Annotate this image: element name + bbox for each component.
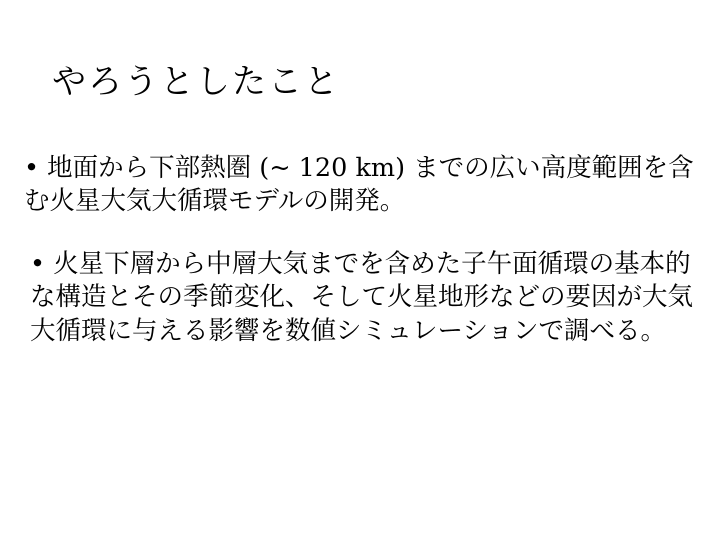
page-title: やろうとしたこと bbox=[52, 62, 340, 102]
list-item: • 火星下層から中層大気までを含めた子午面循環の基本的な構造とその季節変化、そして火星地形などの要因が大気大循環に与える影響を数値シミュレーションで調べる。 bbox=[30, 249, 694, 346]
slide-body bbox=[24, 152, 700, 348]
list-item: • 地面から下部熱圏 (~ 120 km) までの広い高度範囲を含む火星大気大循環モデルの開発。 bbox=[24, 153, 694, 217]
